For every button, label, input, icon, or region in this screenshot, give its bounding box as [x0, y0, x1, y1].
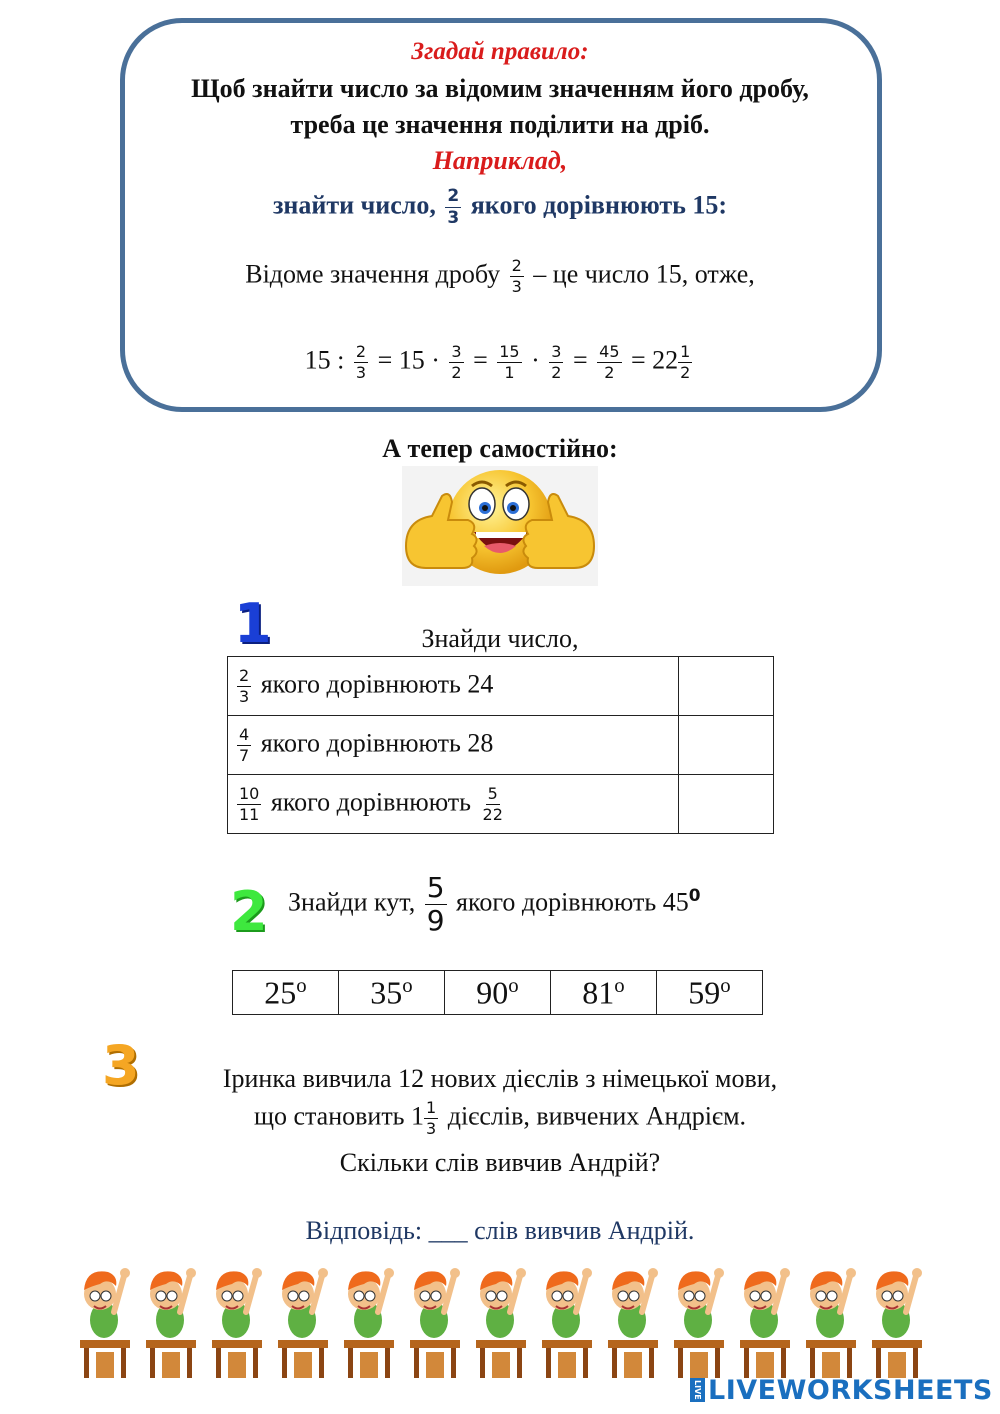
logo-badge: LIVE — [690, 1378, 705, 1402]
example-fraction: $\frac{2}{3}$ — [447, 186, 460, 228]
calc-part: = — [473, 345, 488, 375]
task-1-table — [227, 656, 774, 834]
liveworksheets-logo — [690, 1374, 993, 1406]
degree-sign: 0 — [688, 884, 701, 905]
calc-fraction: $\frac{3}{2}$ — [451, 342, 462, 382]
kid-raising-hand-icon — [536, 1262, 596, 1382]
answer-cell[interactable] — [679, 775, 774, 834]
task-3-number: 3 — [102, 1034, 140, 1097]
calc-fraction: $\frac{3}{2}$ — [551, 342, 562, 382]
answer-cell[interactable] — [679, 716, 774, 775]
known-fraction: $\frac{2}{3}$ — [511, 256, 522, 296]
task-2-fraction: $\frac{5}{9}$ — [426, 871, 445, 937]
calculation-line — [0, 344, 1000, 381]
kid-raising-hand-icon — [74, 1262, 134, 1382]
task-2-statement — [288, 871, 701, 937]
calc-part: = 15 · — [377, 345, 440, 375]
example-title: Наприклад, — [432, 146, 568, 175]
kid-raising-hand-icon — [734, 1262, 794, 1382]
angle-option[interactable]: $90^о$ — [445, 971, 551, 1015]
kid-raising-hand-icon — [140, 1262, 200, 1382]
rule-title: Згадай правило: — [411, 38, 589, 65]
task-2-options — [232, 970, 763, 1015]
calc-fraction: $\frac{2}{3}$ — [355, 342, 367, 382]
example-pre: знайти число, — [272, 190, 436, 220]
calc-fraction: $\frac{45}{2}$ — [599, 342, 620, 382]
angle-option[interactable]: $35^о$ — [339, 971, 445, 1015]
task-3-line-2-post: дієслів, вивчених Андрієм. — [447, 1101, 747, 1131]
calc-part: 15 : — [304, 345, 345, 375]
question-text: якого дорівнюють 28 — [260, 727, 494, 757]
task-1-question — [228, 775, 679, 834]
kid-raising-hand-icon — [470, 1262, 530, 1382]
table-row — [228, 657, 774, 716]
rule-line-2: треба це значення поділити на дріб. — [290, 110, 710, 139]
kid-raising-hand-icon — [602, 1262, 662, 1382]
angle-option[interactable]: $25^о$ — [233, 971, 339, 1015]
task-3-line-1: Іринка вивчила 12 нових дієслів з німецької мови, — [222, 1064, 778, 1093]
kid-raising-hand-icon — [338, 1262, 398, 1382]
kid-raising-hand-icon — [206, 1262, 266, 1382]
angle-option[interactable]: $81^о$ — [551, 971, 657, 1015]
fraction: $\frac{5}{22}$ — [482, 783, 503, 824]
task-1-question — [228, 716, 679, 775]
angle-option[interactable]: $59^о$ — [657, 971, 763, 1015]
table-row — [228, 716, 774, 775]
task-1-number: 1 — [234, 592, 272, 655]
task-3-line-2-pre: що становить 1 — [253, 1101, 425, 1131]
kid-raising-hand-icon — [668, 1262, 728, 1382]
task-1-question — [228, 657, 679, 716]
fraction: $\frac{2}{3}$ — [239, 665, 250, 706]
task-2-number: 2 — [230, 880, 268, 943]
calc-fraction: $\frac{1}{2}$ — [680, 342, 691, 382]
answer-cell[interactable] — [679, 657, 774, 716]
fraction: $\frac{10}{11}$ — [239, 783, 260, 824]
calc-fraction: $\frac{15}{1}$ — [499, 342, 520, 382]
kid-raising-hand-icon — [404, 1262, 464, 1382]
table-row — [233, 971, 763, 1015]
table-row — [228, 775, 774, 834]
task-3-line-2 — [0, 1100, 1000, 1137]
known-post: – це число 15, отже, — [533, 259, 755, 289]
task-3-answer[interactable]: Відповідь: ___ слів вивчив Андрій. — [305, 1216, 695, 1245]
task-3-line-3: Скільки слів вивчив Андрій? — [339, 1148, 661, 1177]
task-2-pre: Знайди кут, — [288, 887, 416, 917]
example-statement — [0, 188, 1000, 227]
logo-text: LIVEWORKSHEETS — [708, 1374, 993, 1406]
question-text: якого дорівнюють — [270, 786, 472, 816]
task-2-post: якого дорівнюють 45 — [456, 887, 689, 917]
question-text: якого дорівнюють 24 — [260, 668, 494, 698]
example-post: якого дорівнюють 15: — [470, 190, 728, 220]
now-alone-heading: А тепер самостійно: — [382, 434, 618, 463]
thumbs-up-smiley-icon — [402, 466, 598, 586]
kid-raising-hand-icon — [866, 1262, 926, 1382]
kid-raising-hand-icon — [800, 1262, 860, 1382]
rule-line-1: Щоб знайти число за відомим значенням його дробу, — [191, 74, 809, 103]
calc-part: = 22 — [631, 345, 679, 375]
calc-part: = — [572, 345, 588, 375]
task-1-title: Знайди число, — [421, 624, 579, 653]
kid-raising-hand-icon — [272, 1262, 332, 1382]
known-value-line — [0, 258, 1000, 295]
fraction: $\frac{4}{7}$ — [239, 724, 250, 765]
mixed-fraction: $\frac{1}{3}$ — [426, 1098, 437, 1138]
known-pre: Відоме значення дробу — [245, 259, 501, 289]
calc-part: · — [531, 345, 540, 375]
